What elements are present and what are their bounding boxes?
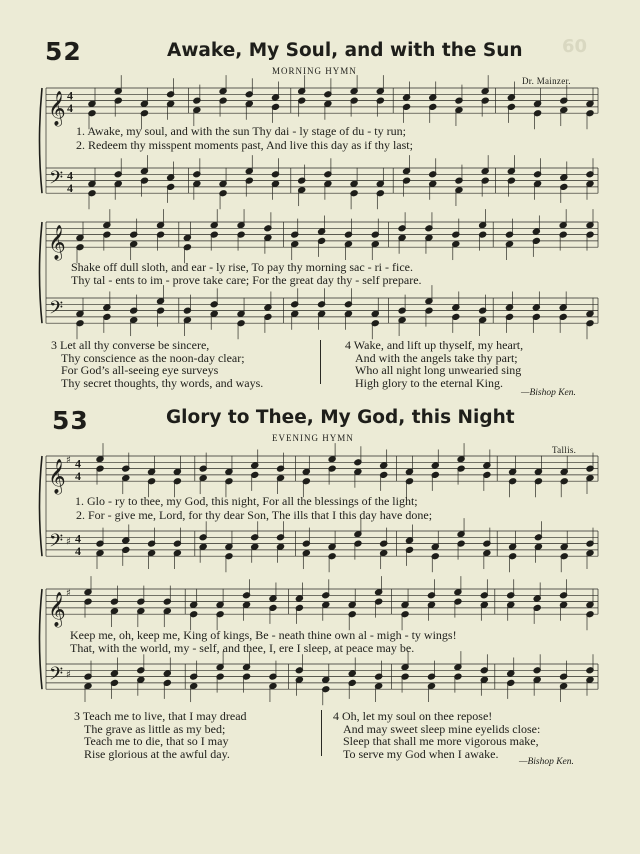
verse-line: Thy secret thoughts, thy words, and ways. bbox=[61, 375, 264, 390]
verse-line: Thy conscience as the noon-day clear; bbox=[61, 350, 245, 365]
hymn-number: 52 bbox=[45, 37, 82, 66]
verse-block-right bbox=[345, 339, 523, 389]
system-brace bbox=[40, 88, 43, 193]
hymn-subtitle: EVENING HYMN bbox=[272, 433, 354, 443]
time-signature-bottom: 4 bbox=[75, 544, 81, 559]
bass-clef-icon: 𝄢 bbox=[49, 663, 64, 689]
hymn-52-music-notation bbox=[40, 75, 599, 339]
verse-number: 4 bbox=[345, 338, 351, 352]
treble-clef-icon: 𝄞 bbox=[48, 225, 66, 261]
lyric-line: 2. For - give me, Lord, for thy dear Son, The ills that I this day have done; bbox=[76, 508, 433, 522]
lyric-line: 1. Awake, my soul, and with the sun Thy dai - ly stage of du - ty run; bbox=[76, 124, 406, 138]
time-signature-top: 4 bbox=[67, 168, 73, 183]
verse-block-left bbox=[74, 710, 247, 760]
time-signature-top: 4 bbox=[75, 531, 81, 546]
hymn-number: 53 bbox=[52, 406, 89, 435]
key-sharp-icon: ♯ bbox=[66, 669, 71, 681]
author-credit: —Bishop Ken. bbox=[521, 388, 576, 398]
hymn-title: Awake, My Soul, and with the Sun bbox=[167, 40, 523, 61]
key-sharp-icon: ♯ bbox=[66, 588, 71, 600]
bass-clef-icon: 𝄢 bbox=[49, 530, 64, 556]
system-brace bbox=[40, 589, 43, 689]
verse-line: The grave as little as my bed; bbox=[84, 721, 226, 736]
verse-line: For God’s all-seeing eye surveys bbox=[61, 363, 219, 378]
bass-clef-icon: 𝄢 bbox=[49, 167, 64, 193]
verse-line: And with the angels take thy part; bbox=[355, 350, 518, 365]
hymn-53-music-notation bbox=[40, 443, 599, 705]
system-brace bbox=[40, 456, 43, 556]
verse-number: 4 bbox=[333, 709, 339, 723]
verse-line: Who all night long unwearied sing bbox=[355, 363, 522, 378]
hymn-subtitle: MORNING HYMN bbox=[272, 66, 357, 76]
time-signature-bottom: 4 bbox=[67, 101, 73, 116]
verse-line: To serve my God when I awake. bbox=[343, 746, 499, 761]
treble-clef-icon: 𝄞 bbox=[48, 459, 66, 495]
verse-divider bbox=[320, 340, 321, 384]
lyric-line: Thy tal - ents to im - prove take care; For the great day thy - self prepare. bbox=[71, 273, 422, 287]
composer-credit: Tallis. bbox=[552, 445, 577, 455]
bleed-through-page-number: 60 bbox=[562, 36, 588, 57]
bass-clef-icon: 𝄢 bbox=[49, 297, 64, 323]
lyric-line: 1. Glo - ry to thee, my God, this night, For all the blessings of the light; bbox=[75, 494, 418, 508]
time-signature-top: 4 bbox=[75, 456, 81, 471]
composer-credit: Dr. Mainzer. bbox=[522, 76, 571, 86]
author-credit: —Bishop Ken. bbox=[519, 757, 574, 767]
verse-line: Teach me to live, that I may dread bbox=[82, 709, 247, 723]
verse-line: Teach me to die, that so I may bbox=[84, 734, 229, 749]
verse-line: And may sweet sleep mine eyelids close: bbox=[343, 721, 541, 736]
verse-line: High glory to the eternal King. bbox=[355, 375, 503, 390]
treble-clef-icon: 𝄞 bbox=[48, 91, 66, 127]
treble-clef-icon: 𝄞 bbox=[48, 592, 66, 628]
verse-divider bbox=[321, 710, 322, 756]
lyric-line: That, with the world, my - self, and thee, I, ere I sleep, at peace may be. bbox=[70, 641, 415, 655]
verse-block-left bbox=[51, 339, 263, 389]
verse-line: Sleep that shall me more vigorous make, bbox=[343, 734, 539, 749]
key-sharp-icon: ♯ bbox=[66, 536, 71, 548]
time-signature-bottom: 4 bbox=[75, 469, 81, 484]
time-signature-bottom: 4 bbox=[67, 181, 73, 196]
verse-block-right bbox=[333, 710, 540, 760]
lyric-line: 2. Redeem thy misspent moments past, And live this day as if thy last; bbox=[76, 138, 413, 152]
hymn-title: Glory to Thee, My God, this Night bbox=[166, 407, 515, 428]
system-brace bbox=[40, 222, 43, 323]
lyric-line: Shake off dull sloth, and ear - ly rise, To pay thy morning sac - ri - fice. bbox=[71, 260, 413, 274]
lyric-line: Keep me, oh, keep me, King of kings, Be - neath thine own al - migh - ty wings! bbox=[70, 628, 457, 642]
verse-line: Let all thy converse be sincere, bbox=[60, 338, 210, 352]
verse-line: Rise glorious at the awful day. bbox=[84, 746, 230, 761]
key-sharp-icon: ♯ bbox=[66, 455, 71, 467]
verse-line: Oh, let my soul on thee repose! bbox=[342, 709, 493, 723]
verse-number: 3 bbox=[51, 338, 57, 352]
verse-line: Wake, and lift up thyself, my heart, bbox=[353, 338, 524, 352]
verse-number: 3 bbox=[74, 709, 80, 723]
time-signature-top: 4 bbox=[67, 88, 73, 103]
